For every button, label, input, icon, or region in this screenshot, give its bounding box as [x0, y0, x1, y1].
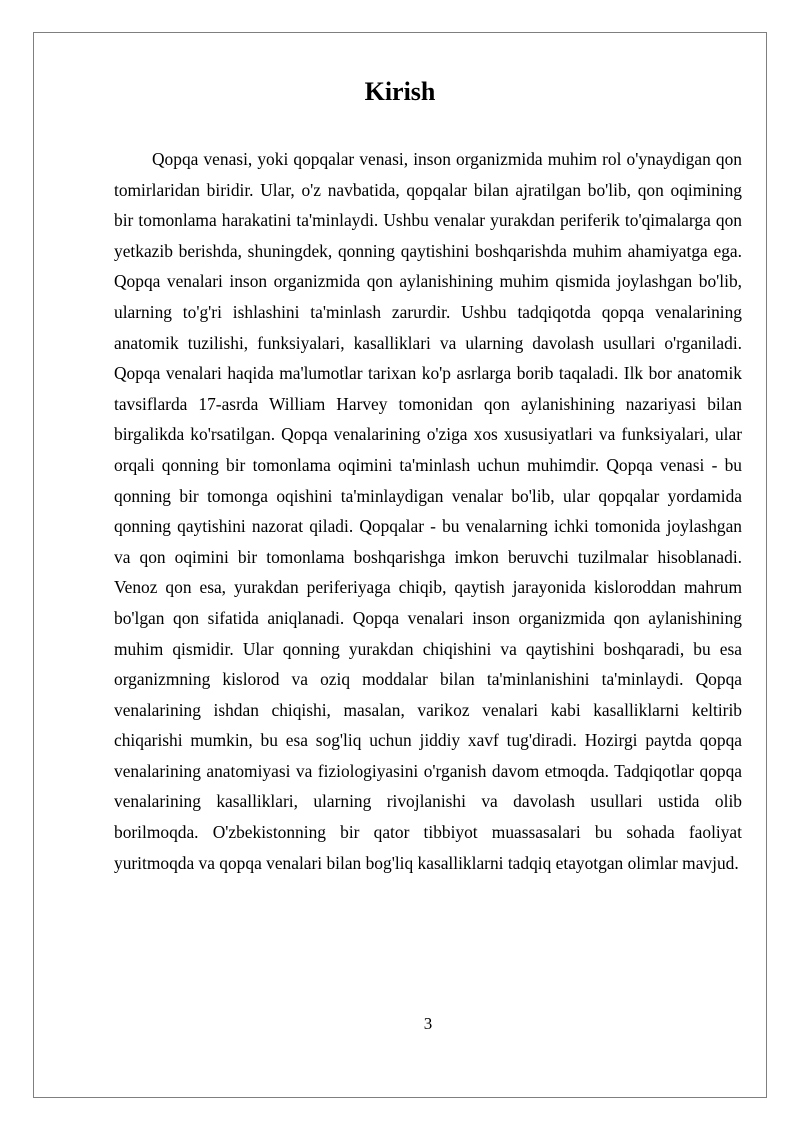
body-paragraph: Qopqa venasi, yoki qopqalar venasi, inson organizmida muhim rol o'ynaydigan qon tomirlaridan biridir. Ular, o'z navbatida, qopqalar bilan ajratilgan bo'lib, qon oqimining bir tomonlama harakatini ta'minlaydi. Ushbu venalar yurakdan periferik to'qimalarga qon yetkazib berishda, shuningdek, qonning qaytishini boshqarishda muhim ahamiyatga ega. Qopqa venalari inson organizmida qon aylanishining muhim qismida joylashgan bo'lib, ularning to'g'ri ishlashini ta'minlash zarurdir. Ushbu tadqiqotda qopqa venalarining anatomik tuzilishi, funksiyalari, kasalliklari va ularning davolash usullari o'rganiladi. Qopqa venalari haqida ma'lumotlar tarixan ko'p asrlarga borib taqaladi. Ilk bor anatomik tavsiflarda 17-asrda William Harvey tomonidan qon aylanishining nazariyasi bilan birgalikda ko'rsatilgan. Qopqa venalarining o'ziga xos xususiyatlari va funksiyalari, ular orqali qonning bir tomonlama oqimini ta'minlash uchun muhimdir. Qopqa venasi - bu qonning bir tomonga oqishini ta'minlaydigan venalar bo'lib, ular qopqalar yordamida qonning qaytishini nazorat qiladi. Qopqalar - bu venalarning ichki tomonida joylashgan va qon oqimini bir tomonlama boshqarishga imkon beruvchi tuzilmalar hisoblanadi. Venoz qon esa, yurakdan periferiyaga chiqib, qaytish jarayonida kisloroddan mahrum bo'lgan qon sifatida aniqlanadi. Qopqa venalari inson organizmida qon aylanishining muhim qismidir. Ular qonning yurakdan chiqishini va qaytishini boshqaradi, bu esa organizmning kislorod va oziq moddalar bilan ta'minlanishini ta'minlaydi. Qopqa venalarining ishdan chiqishi, masalan, varikoz venalari kabi kasalliklarni keltirib chiqarishi mumkin, bu esa sog'liq uchun jiddiy xavf tug'diradi. Hozirgi paytda qopqa venalarining anatomiyasi va fiziologiyasini o'rganish davom etmoqda. Tadqiqotlar qopqa venalarining kasalliklari, ularning rivojlanishi va davolash usullari ustida olib borilmoqda. O'zbekistonning bir qator tibbiyot muassasalari bu sohada faoliyat yuritmoqda va qopqa venalari bilan bog'liq kasalliklarni tadqiq etayotgan olimlar mavjud.	[114, 149, 742, 873]
page-number: 3	[423, 1014, 433, 1033]
page-title: Kirish	[364, 77, 436, 106]
